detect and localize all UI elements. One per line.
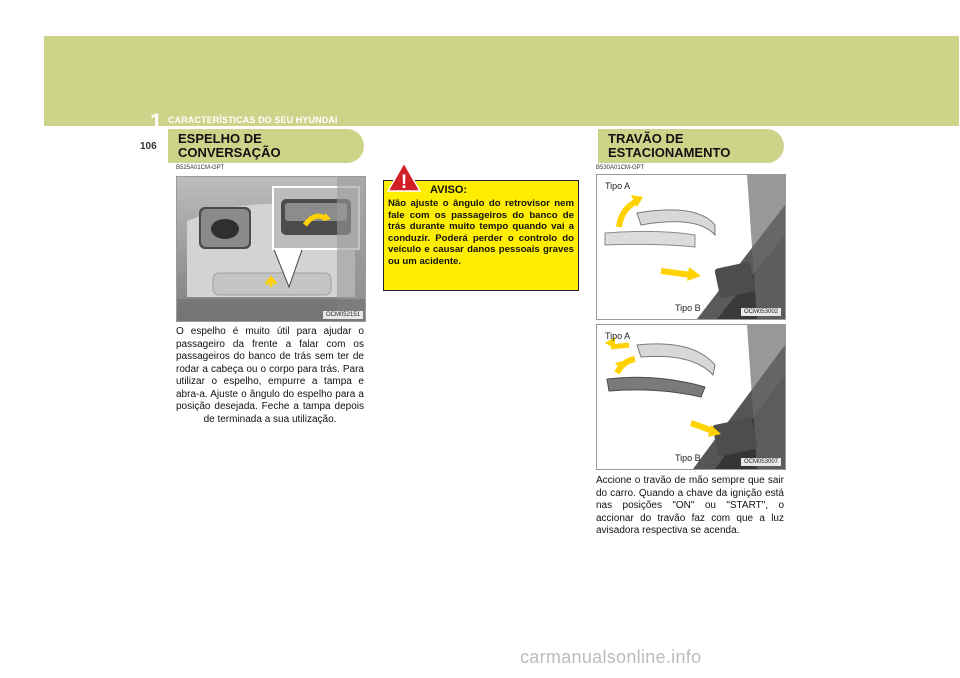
mirror-photo bbox=[176, 176, 366, 322]
page-number: 106 bbox=[140, 141, 157, 152]
header-band bbox=[44, 36, 959, 126]
warning-title: AVISO: bbox=[430, 184, 468, 196]
parking-brake-illustration-1 bbox=[597, 175, 785, 319]
parking-brake-photo-1 bbox=[596, 174, 786, 320]
section-code-parking-brake: B530A01CM-GPT bbox=[596, 165, 645, 171]
section-code-mirror: B525A01CM-GPT bbox=[176, 165, 225, 171]
photo1-code: OCM053002 bbox=[741, 308, 781, 316]
mirror-photo-code: OCM052151 bbox=[323, 311, 363, 319]
warning-text: Não ajuste o ângulo do retrovisor nem fale com os passageiros do banco de trás durante muito tempo quando vai a conduzir. Poderá perder o controlo do veículo e causar danos pessoais graves ou um acidente. bbox=[388, 198, 574, 267]
section-heading-mirror bbox=[168, 129, 364, 163]
warning-icon bbox=[387, 162, 421, 192]
section-title-mirror: ESPELHO DE CONVERSAÇÃO bbox=[178, 131, 281, 160]
mirror-description: O espelho é muito útil para ajudar o passageiro da frente a falar com os passageiros do banco de trás sem ter de rodar a cabeça ou o corpo para trás. Para utilizar o espelho, empurre a tampa e abra-a. Ajuste o ângulo do espelho para a posição desejada. Feche a tampa depois de terminada a sua utilização. bbox=[176, 326, 364, 425]
section-title-parking-brake: TRAVÃO DE ESTACIONAMENTO bbox=[608, 131, 731, 160]
photo1-label-type-a: Tipo A bbox=[605, 181, 631, 191]
mirror-illustration bbox=[177, 177, 365, 321]
chapter-title: CARACTERÍSTICAS DO SEU HYUNDAI bbox=[168, 115, 338, 125]
photo1-label-type-b: Tipo B bbox=[675, 303, 701, 313]
parking-brake-illustration-2 bbox=[597, 325, 785, 469]
warning-symbol: ! bbox=[400, 172, 408, 192]
photo2-label-type-a: Tipo A bbox=[605, 331, 631, 341]
site-watermark[interactable]: carmanualsonline.info bbox=[520, 647, 702, 667]
photo2-label-type-b: Tipo B bbox=[675, 453, 701, 463]
photo2-code: OCM053007 bbox=[741, 458, 781, 466]
parking-brake-description: Accione o travão de mão sempre que sair do carro. Quando a chave da ignição está nas posições "ON" ou "START", o accionar do travão faz com que a luz avisadora respectiva se acenda. bbox=[596, 475, 784, 536]
parking-brake-photo-2 bbox=[596, 324, 786, 470]
chapter-number: 1 bbox=[150, 109, 163, 134]
section-heading-parking-brake bbox=[598, 129, 784, 163]
